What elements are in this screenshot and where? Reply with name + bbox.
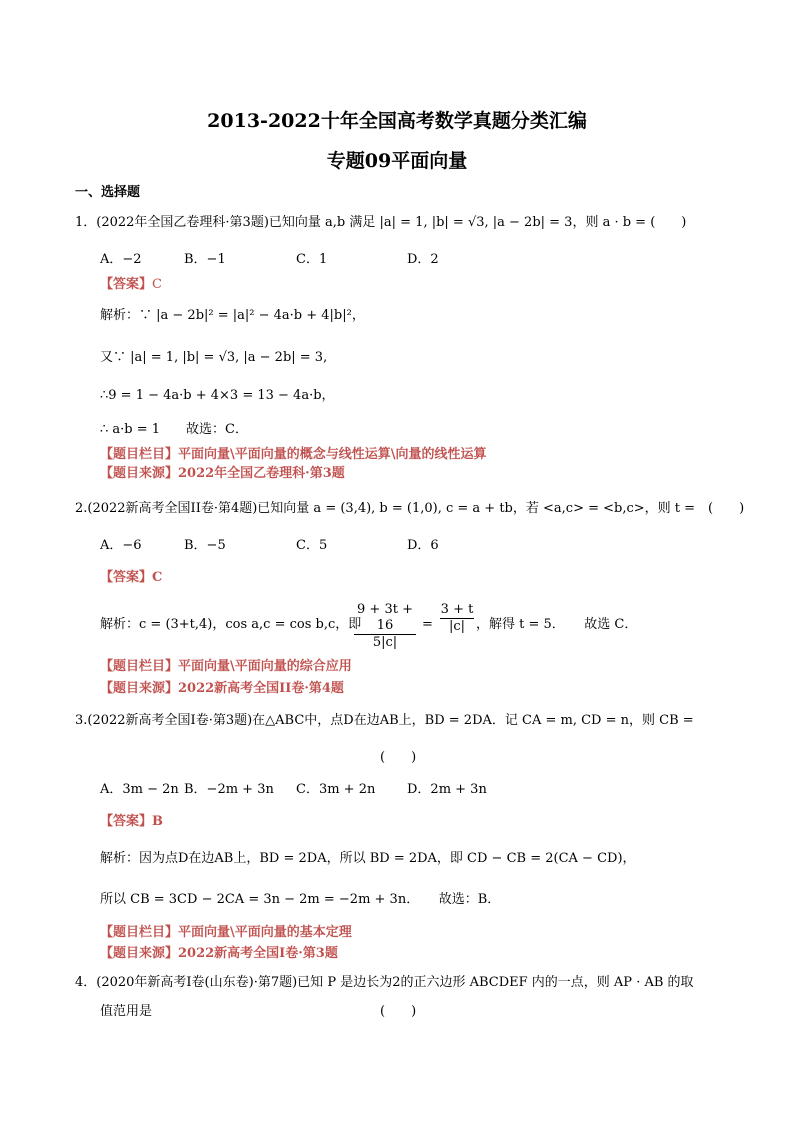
- fraction-numerator: 9 + 3t + 16: [354, 602, 416, 635]
- answer-value: B: [152, 814, 164, 829]
- q1-solution-line-3: ∴9 = 1 − 4a·b + 4×3 = 13 − 4a·b，: [100, 388, 335, 403]
- q1-solution-line-2: 又∵ |a| = 1, |b| = √3, |a − 2b| = 3,: [100, 350, 328, 365]
- answer-label: 【答案】: [100, 277, 153, 292]
- fraction-numerator: 3 + t: [440, 602, 474, 617]
- q1-option-d: D．2: [407, 252, 439, 267]
- q3-answer: [100, 813, 163, 831]
- q3-option-a: A．3m − 2n: [100, 782, 179, 797]
- q3-option-c: C．3m + 2n: [296, 782, 376, 797]
- q2-option-b: B．−5: [184, 538, 226, 553]
- q3-option-d: D．2m + 3n: [407, 782, 487, 797]
- q2-option-c: C．5: [296, 538, 328, 553]
- q3-category: 【题目栏目】平面向量\平面向量的基本定理: [100, 925, 352, 940]
- document-title: 2013-2022十年全国高考数学真题分类汇编: [207, 110, 587, 132]
- answer-label: 【答案】: [100, 814, 153, 829]
- q3-solution-line-1: 解析：因为点D在边AB上，BD = 2DA，所以 BD = 2DA，即 CD − CB = 2(CA − CD)，: [100, 851, 636, 866]
- q2-equals: =: [422, 617, 433, 632]
- question-3-stem: 3.(2022新高考全国I卷·第3题)在△ABC中，点D在边AB上，BD = 2DA．记 CA = m, CD = n，则 CB =: [75, 713, 694, 728]
- q3-source: 【题目来源】2022新高考全国I卷·第3题: [100, 946, 338, 961]
- q1-answer: [100, 276, 162, 294]
- document-subtitle: 专题09平面向量: [326, 150, 468, 172]
- question-2-stem: 2.(2022新高考全国II卷·第4题)已知向量 a = (3,4), b = (1,0), c = a + tb，若 <a,c> = <b,c>，则 t = ( ): [75, 501, 745, 516]
- q1-option-a: A．−2: [100, 252, 142, 267]
- fraction-denominator: |c|: [448, 619, 466, 634]
- q2-solution-end: ，解得 t = 5． 故选 C．: [476, 617, 638, 632]
- q3-option-b: B．−2m + 3n: [184, 782, 274, 797]
- q2-category: 【题目栏目】平面向量\平面向量的综合应用: [100, 659, 352, 674]
- q2-fraction-2: [440, 602, 474, 635]
- q2-source: 【题目来源】2022新高考全国II卷·第4题: [100, 681, 344, 696]
- q2-option-d: D．6: [407, 538, 439, 553]
- q2-fraction-1: [354, 602, 416, 651]
- section-heading: 一、选择题: [75, 185, 141, 200]
- answer-value: C: [152, 570, 163, 585]
- q1-solution-line-1: 解析：∵ |a − 2b|² = |a|² − 4a·b + 4|b|²，: [100, 308, 365, 323]
- question-1-stem: 1．(2022年全国乙卷理科·第3题)已知向量 a,b 满足 |a| = 1, |b| = √3, |a − 2b| = 3，则 a · b = ( ): [75, 215, 687, 230]
- q1-category: 【题目栏目】平面向量\平面向量的概念与线性运算\向量的线性运算: [100, 447, 487, 462]
- question-4-stem: 4．(2020年新高考I卷(山东卷)·第7题)已知 P 是边长为2的正六边形 ABCDEF 内的一点，则 AP · AB 的取: [75, 975, 694, 990]
- question-4-stem-continued: 值范用是: [100, 1004, 153, 1019]
- fraction-denominator: 5|c|: [372, 635, 398, 650]
- q3-answer-paren: ( ): [380, 750, 417, 765]
- q1-option-b: B．−1: [184, 252, 226, 267]
- q2-solution-start: 解析：c = (3+t,4)，cos a,c = cos b,c，即: [100, 617, 362, 632]
- answer-label: 【答案】: [100, 570, 153, 585]
- q1-option-c: C．1: [296, 252, 328, 267]
- q1-solution-line-4: ∴ a·b = 1 故选：C．: [100, 422, 248, 437]
- q2-option-a: A．−6: [100, 538, 142, 553]
- answer-value: C: [152, 277, 162, 292]
- q1-source: 【题目来源】2022年全国乙卷理科·第3题: [100, 466, 345, 481]
- q2-answer: [100, 569, 162, 587]
- q4-answer-paren: ( ): [380, 1004, 417, 1019]
- q3-solution-line-2: 所以 CB = 3CD − 2CA = 3n − 2m = −2m + 3n． 故选：B．: [100, 892, 501, 907]
